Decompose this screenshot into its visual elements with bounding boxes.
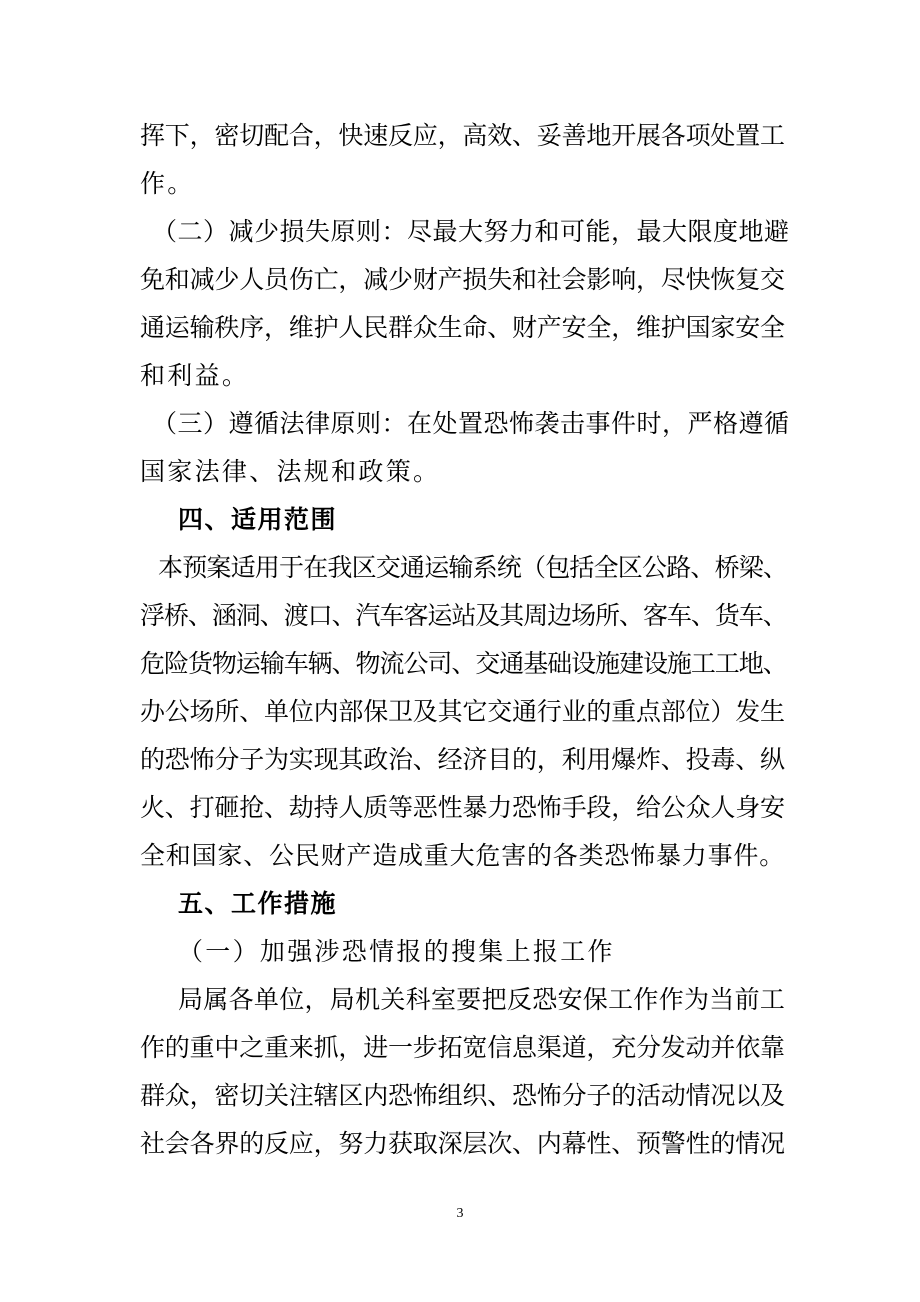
body-line: 挥下，密切配合，快速反应，高效、妥善地开展各项处置工	[140, 121, 785, 150]
body-line: 本预案适用于在我区交通运输系统（包括全区公路、桥梁、	[158, 553, 788, 582]
body-line: （二）减少损失原则：尽最大努力和可能，最大限度地避	[152, 217, 790, 246]
body-line: 全和国家、公民财产造成重大危害的各类恐怖暴力事件。	[140, 841, 786, 870]
section-heading: 四、适用范围	[178, 505, 338, 534]
body-line: （三）遵循法律原则：在处置恐怖袭击事件时，严格遵循	[152, 409, 790, 438]
body-line: 火、打砸抢、劫持人质等恶性暴力恐怖手段，给公众人身安	[140, 793, 785, 822]
body-line: 的恐怖分子为实现其政治、经济目的，利用爆炸、投毒、纵	[140, 745, 785, 774]
body-line: 作。	[140, 169, 195, 198]
body-line: 办公场所、单位内部保卫及其它交通行业的重点部位）发生	[140, 697, 785, 726]
body-line: 通运输秩序，维护人民群众生命、财产安全，维护国家安全	[140, 313, 785, 342]
body-line: 社会各界的反应，努力获取深层次、内幕性、预警性的情况	[140, 1129, 785, 1158]
subsection-heading: （一）加强涉恐情报的搜集上报工作	[178, 937, 615, 966]
body-line: 浮桥、涵洞、渡口、汽车客运站及其周边场所、客车、货车、	[140, 601, 787, 630]
body-line: 危险货物运输车辆、物流公司、交通基础设施建设施工工地、	[140, 649, 787, 678]
body-line: 免和减少人员伤亡，减少财产损失和社会影响，尽快恢复交	[140, 265, 785, 294]
body-line: 群众，密切关注辖区内恐怖组织、恐怖分子的活动情况以及	[140, 1081, 785, 1110]
body-line: 和利益。	[140, 361, 250, 390]
page-number: 3	[456, 1206, 464, 1221]
body-line: 国家法律、法规和政策。	[140, 457, 441, 486]
section-heading: 五、工作措施	[178, 889, 338, 918]
body-line: 局属各单位，局机关科室要把反恐安保工作作为当前工	[178, 985, 786, 1014]
body-line: 作的重中之重来抓，进一步拓宽信息渠道，充分发动并依靠	[140, 1033, 785, 1062]
